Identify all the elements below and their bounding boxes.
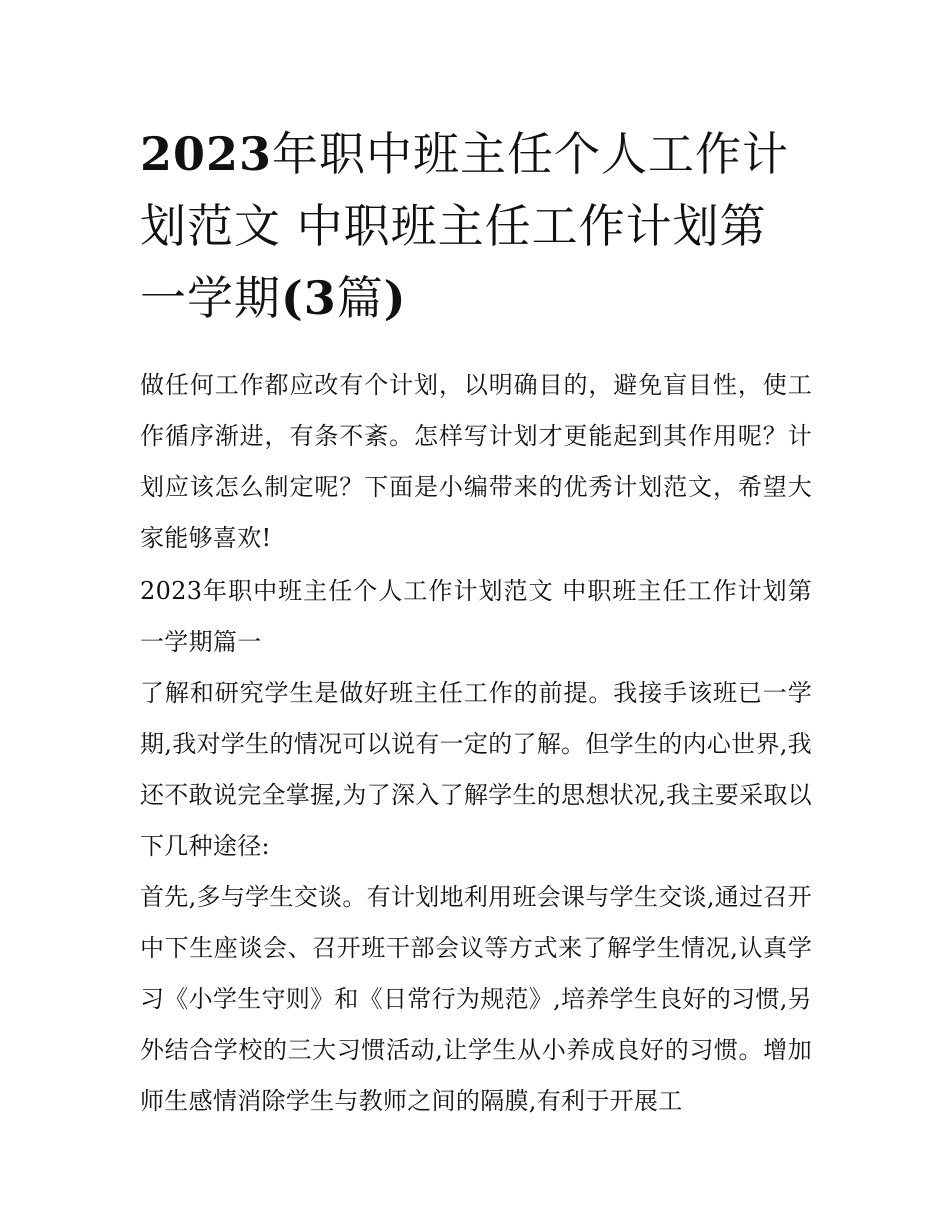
title-year: 2023	[140, 127, 273, 181]
title-line3-mid: 篇	[336, 271, 384, 325]
document-title	[140, 118, 812, 334]
title-line3-bold: (3	[281, 271, 337, 325]
title-line3-post: )	[383, 271, 407, 325]
title-line3-pre: 一学期	[140, 271, 281, 325]
intro-paragraph: 做任何工作都应改有个计划，以明确目的，避免盲目性，使工作循序渐进，有条不紊。怎样写计划才更能起到其作用呢？计划应该怎么制定呢？下面是小编带来的优秀计划范文，希望大家能够喜欢!	[140, 371, 812, 552]
section-heading: 2023年职中班主任个人工作计划范文 中职班主任工作计划第一学期篇一	[140, 577, 812, 656]
body-paragraph-1: 了解和研究学生是做好班主任工作的前提。我接手该班已一学期,我对学生的情况可以说有一定的了解。但学生的内心世界,我还不敢说完全掌握,为了深入了解学生的思想状况,我主要采取以下几种途径:	[140, 679, 812, 860]
title-line2: 划范文 中职班主任工作计划第	[140, 199, 767, 253]
document-body	[140, 360, 812, 1127]
document-page	[140, 118, 812, 1127]
body-paragraph-2: 首先,多与学生交谈。有计划地利用班会课与学生交谈,通过召开中下生座谈会、召开班干部会议等方式来了解学生情况,认真学习《小学生守则》和《日常行为规范》,培养学生良好的习惯,另外结合学校的三大习惯活动,让学生从小养成良好的习惯。增加师生感情消除学生与教师之间的隔膜,有利于开展工	[140, 883, 812, 1115]
title-line1-rest: 年职中班主任个人工作计	[272, 127, 790, 181]
